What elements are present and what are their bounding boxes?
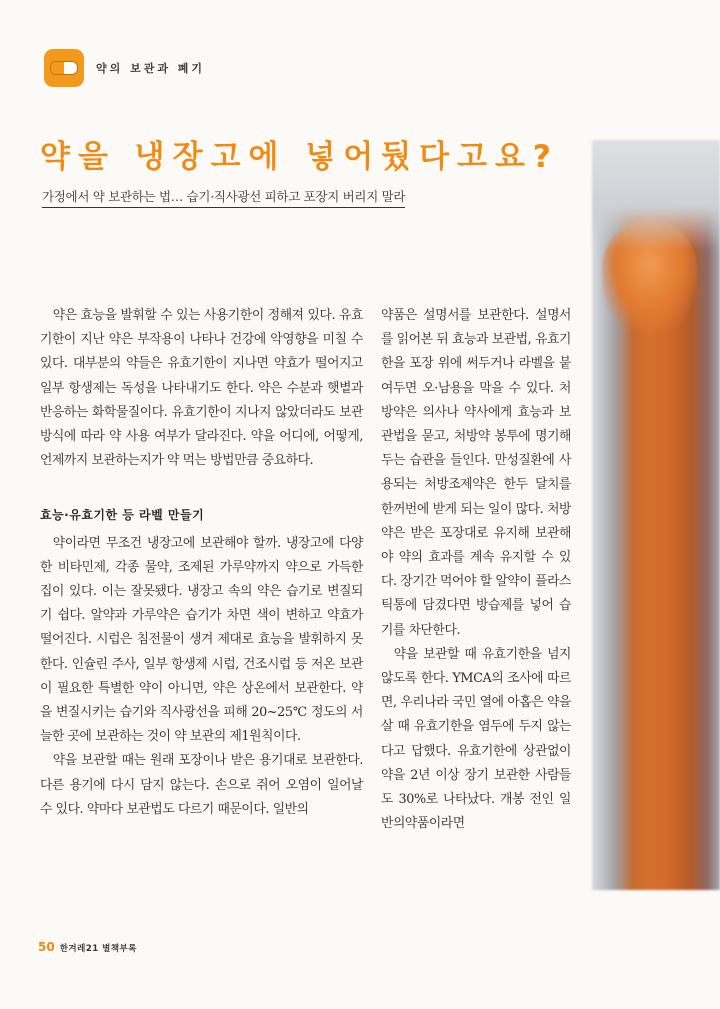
body-column-left bbox=[40, 304, 363, 822]
article-photo bbox=[592, 140, 720, 890]
body-paragraph: 약을 보관할 때 유효기한을 넘지 않도록 한다. YMCA의 조사에 따르면, 우리나라 국민 열에 아홉은 약을 살 때 유효기한을 염두에 두지 않는다고 답했다. 유효기한에 상관없이 약을 2년 이상 장기 보관한 사람들도 30%로 나타났다. 개봉 전인 일반의약품이라면 bbox=[381, 646, 571, 832]
section-label: 약의 보관과 폐기 bbox=[96, 62, 206, 75]
article-subhead: 가정에서 약 보관하는 법… 습기·직사광선 피하고 포장지 버리지 말라 bbox=[42, 187, 405, 208]
intro-paragraph: 약은 효능을 발휘할 수 있는 사용기한이 정해져 있다. 유효기한이 지난 약은 부작용이 나타나 건강에 악영향을 미칠 수 있다. 대부분의 약들은 유효기한이 지나면 약효가 떨어지고 일부 항생제는 독성을 나타내기도 한다. 약은 수분과 햇볕과 반응하는 화학물질이다. 유효기한이 지나지 않았더라도 보관 방식에 따라 약 사용 여부가 달라진다. 약을 어디에, 어떻게, 언제까지 보관하는지가 약 먹는 방법만큼 중요하다. bbox=[40, 308, 363, 469]
body-paragraph: 약품은 설명서를 보관한다. 설명서를 읽어본 뒤 효능과 보관법, 유효기한을 포장 위에 써두거나 라벨을 붙여두면 오·남용을 막을 수 있다. 처방약은 의사나 약사에게 효능과 보관법을 묻고, 처방약 봉투에 명기해두는 습관을 들인다. 만성질환에 사용되는 처방조제약은 한두 달치를 한꺼번에 받게 되는 일이 많다. 처방약은 받은 포장대로 유지해 보관해야 약의 효과를 계속 유지할 수 있다. 장기간 먹어야 할 알약이 플라스틱통에 담겼다면 방습제를 넣어 습기를 차단한다. bbox=[381, 308, 571, 638]
page-footer bbox=[38, 940, 137, 954]
body-column-right bbox=[381, 304, 571, 836]
section-heading: 효능·유효기한 등 라벨 만들기 bbox=[40, 508, 205, 523]
publication-name: 한겨레21 별책부록 bbox=[59, 944, 137, 954]
body-paragraph: 약이라면 무조건 냉장고에 보관해야 할까. 냉장고에 다양한 비타민제, 각종 물약, 조제된 가루약까지 약으로 가득한 집이 있다. 이는 잘못됐다. 냉장고 속의 약은 습기로 변질되기 쉽다. 알약과 가루약은 습기가 차면 색이 변하고 약효가 떨어진다. 시럽은 침전물이 생겨 제대로 효능을 발휘하지 못한다. 인슐린 주사, 일부 항생제 시럽, 건조시럽 등 저온 보관이 필요한 특별한 약이 아니면, 약은 상온에서 보관한다. 약을 변질시키는 습기와 직사광선을 피해 20~25℃ 정도의 서늘한 곳에 보관하는 것이 약 보관의 제1원칙이다. bbox=[40, 535, 363, 745]
article-headline: 약을 냉장고에 넣어뒀다고요? bbox=[40, 139, 559, 175]
section-tag bbox=[44, 47, 205, 89]
body-paragraph: 약을 보관할 때는 원래 포장이나 받은 용기대로 보관한다. 다른 용기에 다시 담지 않는다. 손으로 쥐어 오염이 일어날 수 있다. 약마다 보관법도 다르기 때문이다. 일반의 bbox=[40, 753, 363, 817]
page-number: 50 bbox=[38, 940, 55, 954]
pill-capsule-icon bbox=[44, 49, 84, 87]
